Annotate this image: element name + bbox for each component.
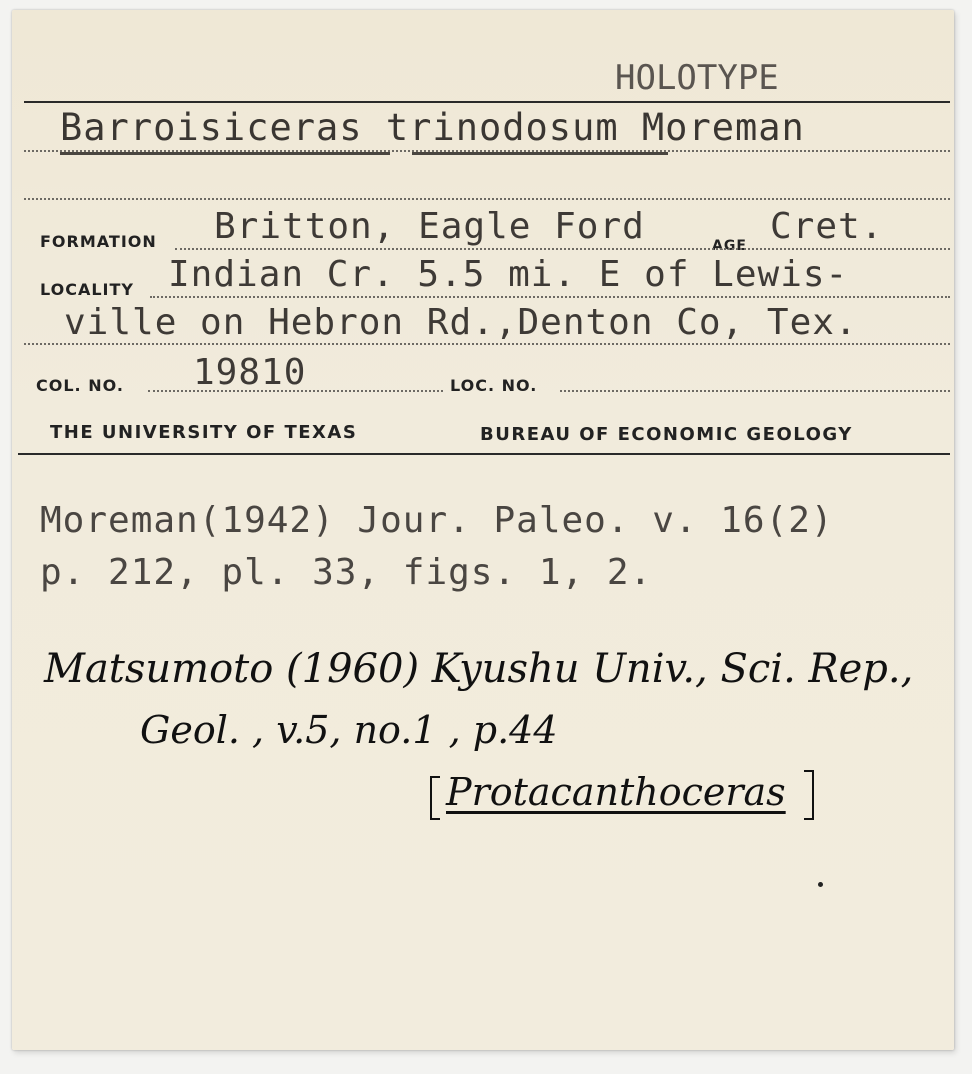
university-name: THE UNIVERSITY OF TEXAS bbox=[50, 422, 358, 443]
ink-dot bbox=[818, 882, 823, 887]
formation-value: Britton, Eagle Ford bbox=[214, 206, 645, 247]
right-bracket bbox=[804, 770, 814, 820]
bureau-name: BUREAU OF ECONOMIC GEOLOGY bbox=[480, 424, 853, 445]
reference-handwritten-line-1: Matsumoto (1960) Kyushu Univ., Sci. Rep., bbox=[44, 646, 914, 692]
type-status: HOLOTYPE bbox=[615, 58, 779, 98]
genus-underline bbox=[60, 152, 390, 155]
reference-typed-line-1: Moreman(1942) Jour. Paleo. v. 16(2) bbox=[40, 500, 834, 541]
age-label: AGE bbox=[712, 238, 747, 254]
locality-rule-1 bbox=[150, 296, 950, 298]
locality-label: LOCALITY bbox=[40, 280, 134, 299]
loc-no-label: LOC. NO. bbox=[450, 376, 538, 395]
name-rule-2 bbox=[24, 198, 950, 200]
formation-label: FORMATION bbox=[40, 232, 157, 251]
loc-no-rule bbox=[560, 390, 950, 392]
species-underline bbox=[412, 152, 668, 155]
col-no-label: COL. NO. bbox=[36, 376, 124, 395]
formation-rule bbox=[175, 248, 950, 250]
col-no-value: 19810 bbox=[193, 352, 307, 393]
age-value: Cret. bbox=[770, 206, 884, 247]
left-bracket bbox=[430, 776, 440, 820]
reference-handwritten-line-2: Geol. , v.5, no.1 , p.44 bbox=[140, 708, 558, 752]
bottom-rule bbox=[18, 453, 950, 455]
col-no-rule bbox=[148, 390, 443, 392]
top-rule bbox=[24, 101, 950, 103]
reference-typed-line-2: p. 212, pl. 33, figs. 1, 2. bbox=[40, 552, 653, 593]
locality-line-2: ville on Hebron Rd.,Denton Co, Tex. bbox=[64, 302, 858, 343]
taxon-name: Barroisiceras trinodosum Moreman bbox=[60, 106, 805, 149]
name-rule-1 bbox=[24, 150, 950, 152]
locality-rule-2 bbox=[24, 343, 950, 345]
reference-handwritten-genus: Protacanthoceras bbox=[446, 770, 786, 814]
locality-line-1: Indian Cr. 5.5 mi. E of Lewis- bbox=[168, 254, 849, 295]
